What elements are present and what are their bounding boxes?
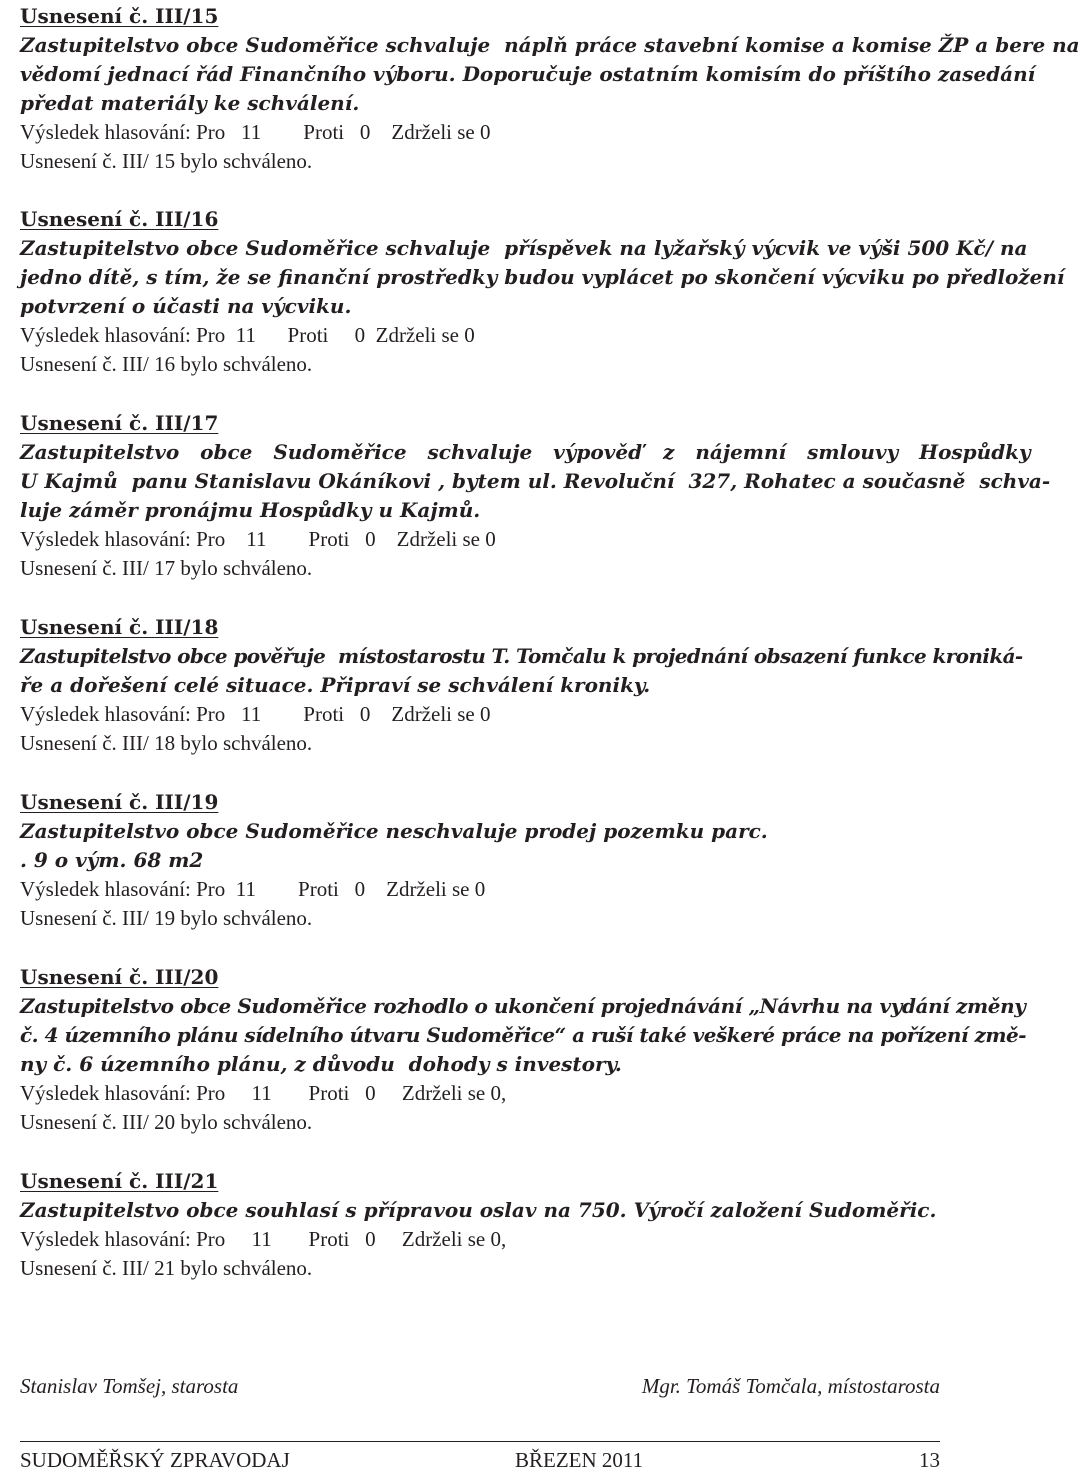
vote-result: Výsledek hlasování: Pro 11 Proti 0 Zdrželi se 0 (20, 527, 496, 551)
vote-result: Výsledek hlasování: Pro 11 Proti 0 Zdrželi se 0 (20, 120, 491, 144)
resolution-heading: Usnesení č. III/19 (20, 790, 219, 814)
resolution-heading: Usnesení č. III/20 (20, 965, 219, 989)
vote-result: Výsledek hlasování: Pro 11 Proti 0 Zdrželi se 0, (20, 1081, 507, 1105)
footer-divider (20, 1441, 940, 1442)
resolution-text-line: č. 4 územního plánu sídelního útvaru Sudoměřice“ a ruší také veškeré práce na pořízení změ- (20, 1023, 1027, 1047)
resolution-text-line: vědomí jednací řád Finančního výboru. Doporučuje ostatním komisím do příštího zasedání (20, 62, 1036, 86)
resolution-text-line: Zastupitelstvo obce pověřuje místostarostu T. Tomčalu k projednání obsazení funkce kroniká- (20, 644, 1023, 668)
resolution-status: Usnesení č. III/ 20 bylo schváleno. (20, 1110, 313, 1134)
resolution-heading: Usnesení č. III/16 (20, 207, 219, 231)
resolution-status: Usnesení č. III/ 15 bylo schváleno. (20, 149, 313, 173)
resolution-text-line: předat materiály ke schválení. (20, 91, 360, 115)
resolution-text-line: Zastupitelstvo obce Sudoměřice schvaluje náplň práce stavební komise a komise ŽP a bere na (20, 33, 1080, 57)
resolution-heading: Usnesení č. III/17 (20, 411, 219, 435)
resolution-heading: Usnesení č. III/15 (20, 4, 219, 28)
resolution-status: Usnesení č. III/ 19 bylo schváleno. (20, 906, 313, 930)
vote-result: Výsledek hlasování: Pro 11 Proti 0 Zdrželi se 0 (20, 323, 475, 347)
footer-issue-date: BŘEZEN 2011 (515, 1448, 644, 1472)
vote-result: Výsledek hlasování: Pro 11 Proti 0 Zdrželi se 0, (20, 1227, 507, 1251)
signature-mayor: Stanislav Tomšej, starosta (20, 1374, 239, 1398)
resolution-text-line: luje záměr pronájmu Hospůdky u Kajmů. (20, 498, 481, 522)
resolution-heading: Usnesení č. III/18 (20, 615, 219, 639)
resolution-text-line: . 9 o vým. 68 m2 (20, 848, 204, 872)
resolution-text-line: jedno dítě, s tím, že se finanční prostředky budou vyplácet po skončení výcviku po předložení (20, 265, 1065, 289)
vote-result: Výsledek hlasování: Pro 11 Proti 0 Zdrželi se 0 (20, 702, 491, 726)
footer-publication-title: SUDOMĚŘSKÝ ZPRAVODAJ (20, 1448, 290, 1472)
vote-result: Výsledek hlasování: Pro 11 Proti 0 Zdrželi se 0 (20, 877, 486, 901)
resolution-status: Usnesení č. III/ 18 bylo schváleno. (20, 731, 313, 755)
resolution-status: Usnesení č. III/ 16 bylo schváleno. (20, 352, 313, 376)
footer-page-number: 13 (919, 1448, 940, 1472)
resolution-status: Usnesení č. III/ 21 bylo schváleno. (20, 1256, 313, 1280)
resolution-text-line: Zastupitelstvo obce Sudoměřice rozhodlo o ukončení projednávání „Návrhu na vydání změny (20, 994, 1026, 1018)
resolution-text-line: Zastupitelstvo obce Sudoměřice neschvaluje prodej pozemku parc. (20, 819, 768, 843)
resolution-text-line: ře a dořešení celé situace. Připraví se schválení kroniky. (20, 673, 651, 697)
resolution-heading: Usnesení č. III/21 (20, 1169, 219, 1193)
resolution-text-line: Zastupitelstvo obce Sudoměřice schvaluje příspěvek na lyžařský výcvik ve výši 500 Kč/ na (20, 236, 1028, 260)
resolution-text-line: ny č. 6 územního plánu, z důvodu dohody s investory. (20, 1052, 622, 1076)
resolution-status: Usnesení č. III/ 17 bylo schváleno. (20, 556, 313, 580)
resolution-text-line: Zastupitelstvo obce souhlasí s přípravou oslav na 750. Výročí založení Sudoměřic. (20, 1198, 937, 1222)
resolution-text-line: U Kajmů panu Stanislavu Okáníkovi , bytem ul. Revoluční 327, Rohatec a současně schva- (20, 469, 1051, 493)
signature-deputy-mayor: Mgr. Tomáš Tomčala, místostarosta (641, 1374, 940, 1398)
resolution-text-line: Zastupitelstvo obce Sudoměřice schvaluje výpověď z nájemní smlouvy Hospůdky (20, 440, 1031, 464)
resolution-text-line: potvrzení o účasti na výcviku. (20, 294, 352, 318)
